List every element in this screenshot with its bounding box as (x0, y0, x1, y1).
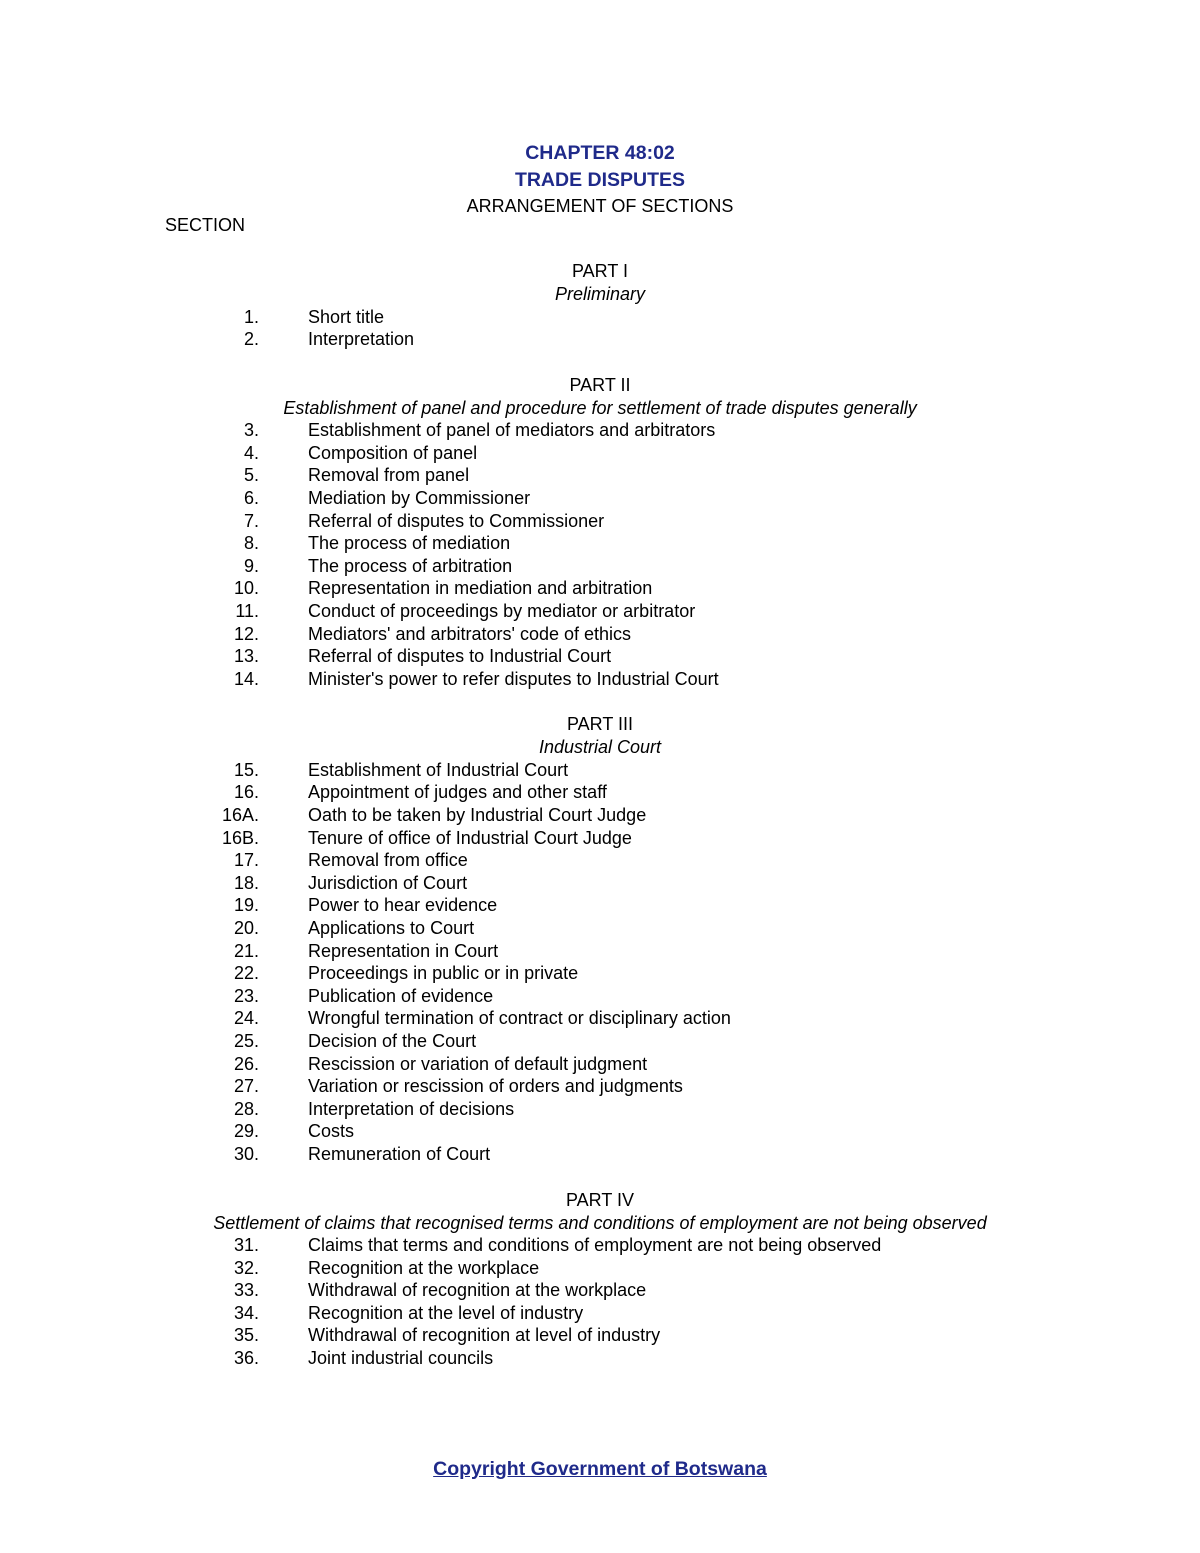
section-number: 20. (233, 917, 259, 938)
section-title: Referral of disputes to Industrial Court (308, 646, 612, 667)
section-entry (0, 894, 1200, 917)
section-title: Representation in Court (308, 940, 499, 961)
section-number: 5. (243, 465, 259, 486)
section-number: 34. (233, 1302, 259, 1323)
section-number: 16B. (221, 827, 259, 848)
section-title: Tenure of office of Industrial Court Judge (308, 827, 632, 848)
section-number: 18. (233, 872, 259, 893)
section-entry (0, 510, 1200, 533)
section-number: 32. (233, 1257, 259, 1278)
section-title: Appointment of judges and other staff (308, 782, 607, 803)
section-entry (0, 827, 1200, 850)
section-column-label: SECTION (165, 215, 246, 235)
section-entry (0, 668, 1200, 691)
section-number: 23. (233, 985, 259, 1006)
section-entry (0, 985, 1200, 1008)
section-entry (0, 623, 1200, 646)
section-entry (0, 577, 1200, 600)
section-entry (0, 1098, 1200, 1121)
section-title: Establishment of Industrial Court (308, 759, 569, 780)
section-entry (0, 872, 1200, 895)
section-title: Publication of evidence (308, 985, 494, 1006)
section-number: 12. (233, 623, 259, 644)
section-number: 36. (233, 1347, 259, 1368)
section-title: Jurisdiction of Court (308, 872, 468, 893)
section-number: 21. (233, 940, 259, 961)
section-number: 4. (243, 442, 259, 463)
copyright-footer (0, 1456, 1200, 1483)
section-title: Claims that terms and conditions of employment are not being observed (308, 1235, 882, 1255)
section-title: Referral of disputes to Commissioner (308, 510, 605, 531)
part-subtitle: Industrial Court (538, 737, 662, 758)
section-entry (0, 849, 1200, 872)
section-number: 31. (233, 1235, 259, 1255)
section-entry (0, 781, 1200, 804)
section-number: 9. (243, 555, 259, 576)
section-title: Interpretation of decisions (308, 1098, 515, 1119)
section-number: 7. (243, 510, 259, 531)
part-section (0, 713, 1200, 1165)
section-title: Minister's power to refer disputes to Industrial Court (308, 668, 719, 689)
section-title: Costs (308, 1121, 355, 1142)
section-title: Joint industrial councils (308, 1347, 494, 1368)
section-entry (0, 1324, 1200, 1347)
section-title: Mediation by Commissioner (308, 487, 531, 508)
section-title: Recognition at the level of industry (308, 1302, 584, 1323)
section-entry (0, 1234, 1200, 1257)
section-number: 33. (233, 1280, 259, 1301)
section-entry (0, 487, 1200, 510)
section-title: The process of mediation (308, 533, 511, 554)
section-entry (0, 1053, 1200, 1076)
section-entry (0, 1302, 1200, 1325)
section-title: Oath to be taken by Industrial Court Judge (308, 805, 647, 825)
section-number: 10. (233, 578, 259, 599)
part-subtitle: Establishment of panel and procedure for settlement of trade disputes generally (283, 397, 917, 418)
part-heading: PART IV (565, 1189, 635, 1210)
section-title: Interpretation (308, 329, 415, 350)
section-entry (0, 1075, 1200, 1098)
part-section (0, 1189, 1200, 1370)
part-heading: PART II (569, 374, 631, 395)
section-entry (0, 1007, 1200, 1030)
section-entry (0, 532, 1200, 555)
section-number: 28. (233, 1098, 259, 1119)
section-number: 19. (233, 895, 259, 916)
section-entry (0, 1030, 1200, 1053)
section-title: Removal from office (308, 850, 468, 871)
section-title: Remuneration of Court (308, 1143, 491, 1164)
section-entry (0, 1120, 1200, 1143)
section-entry (0, 419, 1200, 442)
section-title: Rescission or variation of default judgment (308, 1053, 648, 1074)
section-title: Establishment of panel of mediators and arbitrators (308, 420, 716, 441)
arrangement-heading: ARRANGEMENT OF SECTIONS (466, 196, 734, 216)
section-number: 16. (233, 782, 259, 803)
section-title: Wrongful termination of contract or disciplinary action (308, 1008, 731, 1029)
section-title: Composition of panel (308, 442, 478, 463)
copyright-link[interactable]: Copyright Government of Botswana (433, 1458, 767, 1480)
section-title: Mediators' and arbitrators' code of ethics (308, 623, 632, 644)
part-subtitle: Preliminary (554, 284, 646, 304)
section-number: 11. (235, 600, 259, 621)
section-number: 17. (233, 850, 259, 871)
section-entry (0, 917, 1200, 940)
section-title: Withdrawal of recognition at the workplace (308, 1280, 647, 1301)
parts-list (0, 260, 1200, 1393)
section-entry (0, 759, 1200, 782)
section-number: 24. (233, 1008, 259, 1029)
section-number: 27. (233, 1076, 259, 1097)
section-number: 26. (233, 1053, 259, 1074)
section-title: The process of arbitration (308, 555, 513, 576)
section-entry (0, 1347, 1200, 1370)
section-number: 3. (243, 420, 259, 441)
section-title: Withdrawal of recognition at level of industry (308, 1325, 661, 1346)
section-number: 35. (233, 1325, 259, 1346)
section-title: Power to hear evidence (308, 895, 498, 916)
section-entry (0, 600, 1200, 623)
section-entry (0, 1143, 1200, 1166)
section-entry (0, 442, 1200, 465)
section-entry (0, 306, 1200, 329)
part-heading: PART III (566, 714, 634, 735)
section-number: 29. (233, 1121, 259, 1142)
part-section (0, 374, 1200, 691)
section-title: Decision of the Court (308, 1030, 477, 1051)
section-entry (0, 1279, 1200, 1302)
section-number: 13. (233, 646, 259, 667)
section-title: Variation or rescission of orders and judgments (308, 1076, 683, 1097)
section-number: 16A. (221, 805, 259, 825)
section-title: Conduct of proceedings by mediator or arbitrator (308, 600, 696, 621)
chapter-number: CHAPTER 48:02 (525, 142, 675, 164)
section-entry (0, 555, 1200, 578)
document-title: TRADE DISPUTES (514, 169, 686, 191)
section-entry (0, 645, 1200, 668)
section-entry (0, 1257, 1200, 1280)
section-number: 25. (233, 1030, 259, 1051)
section-title: Removal from panel (308, 465, 470, 486)
section-entry (0, 940, 1200, 963)
section-number: 30. (233, 1143, 259, 1164)
section-number: 2. (243, 329, 259, 350)
document-header (0, 140, 1200, 218)
section-title: Proceedings in public or in private (308, 963, 579, 984)
section-number: 8. (243, 533, 259, 554)
section-number: 1. (243, 306, 259, 327)
part-heading: PART I (571, 261, 629, 281)
section-entry (0, 804, 1200, 827)
section-entry (0, 962, 1200, 985)
section-title: Representation in mediation and arbitration (308, 578, 653, 599)
section-number: 6. (243, 487, 259, 508)
section-title: Applications to Court (308, 917, 475, 938)
section-number: 22. (233, 963, 259, 984)
section-number: 14. (233, 668, 259, 689)
section-title: Recognition at the workplace (308, 1257, 540, 1278)
part-section (0, 260, 1200, 351)
part-subtitle: Settlement of claims that recognised terms and conditions of employment are not being observed (213, 1212, 987, 1233)
section-number: 15. (233, 759, 259, 780)
section-entry (0, 328, 1200, 351)
section-entry (0, 464, 1200, 487)
section-title: Short title (308, 306, 385, 327)
